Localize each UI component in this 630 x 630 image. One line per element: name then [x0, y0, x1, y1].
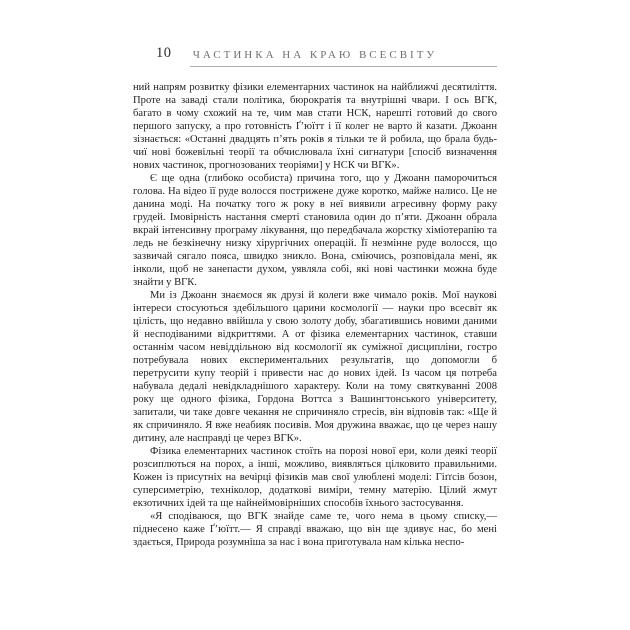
paragraph: «Я сподіваюся, що ВГК знайде саме те, чого нема в цьому списку,— піднесено каже Ґ’юїтт.— Я справді вважаю, що він ще здивує нас, бо мені здається, Природа розумніша за нас і вона приготувала нам кілька неспо-	[133, 511, 497, 548]
paragraph: Фізика елементарних частинок стоїть на порозі нової ери, коли деякі теорії розсиплються на порох, а інші, можливо, виявляться цілковито правильними. Кожен із присутніх на вечірці фізиків мав свої улюблені моделі: Гіґґсів бозон, суперсиметрію, техніколор, додаткові виміри, темну матерію. Цілий жмут екзотичних ідей та ще найнеймовірніших способів їхнього застосування.	[133, 446, 497, 509]
paragraph: Ми із Джоанн знаємося як друзі й колеги вже чимало років. Мої наукові інтереси стосуються здебільшого царини космології — науки про всесвіт як цілість, що недавно ввійшла у свою золоту добу, збагатившись новими даними й несподіваними відкриттями. А от фізика елементарних частинок, ставши останнім часом невіддільною від космології як суміжної дисципліни, гостро потребувала нових експериментальних результатів, що допомогли б перетрусити купу теорій і привести нас до нових ідей. Із часом ця потреба набувала дедалі невідкладнішого характеру. Коли на тому святкуванні 2008 року ще одного фізика, Гордона Воттса з Вашингтонського університету, запитали, чи таке довге чекання не спричиняло стресів, він відповів так: «Ще й як спричиняло. Я вже неабияк посивів. Моя дружина вважає, що це через нашу дитину, але насправді це через ВГК».	[133, 290, 497, 444]
page-body-text	[133, 81, 497, 549]
header-rule-divider	[190, 66, 497, 67]
paragraph: Є ще одна (глибоко особиста) причина того, що у Джоанн паморочиться голова. На відео її руде волосся пострижене дуже коротко, майже налисо. Це не данина моді. На початку того ж року в неї виявили агресивну форму раку грудей. Імовірність настання смерті становила один до п’яти. Джоанн обрала вкрай інтенсивну програму лікування, що передбачала жорстку хіміотерапію та ледь не безкінечну низку хірургічних операцій. Її незмінне руде волосся, що зазвичай сягало пояса, швидко зникло. Вона, сміючись, розповідала мені, як інколи, щоб не занепасти духом, уявляла собі, які нові частинки можна буде знайти у ВГК.	[133, 173, 497, 288]
running-header-title: ЧАСТИНКА НА КРАЮ ВСЕСВІТУ	[192, 49, 438, 61]
page-number: 10	[156, 45, 172, 61]
page-column	[133, 0, 497, 549]
page-header	[133, 0, 497, 81]
paragraph: ний напрям розвитку фізики елементарних частинок на найближчі десятиліття. Проте на заваді стали політика, бюрократія та внутрішні чвари. І ось ВГК, багато в чому схожий на те, чим мав стати НСК, нарешті готовий до свого першого запуску, а про готовність Ґ’юїтт і її колег не варто й казати. Джоанн зізнається: «Останні двадцять п’ять років я тільки те й робила, що брала будь-чиї нові божевільні теорії та обчислювала їхні сигнатури [спосіб визначення нових частинок, прогнозованих теоріями] у НСК чи ВГК».	[133, 82, 497, 171]
